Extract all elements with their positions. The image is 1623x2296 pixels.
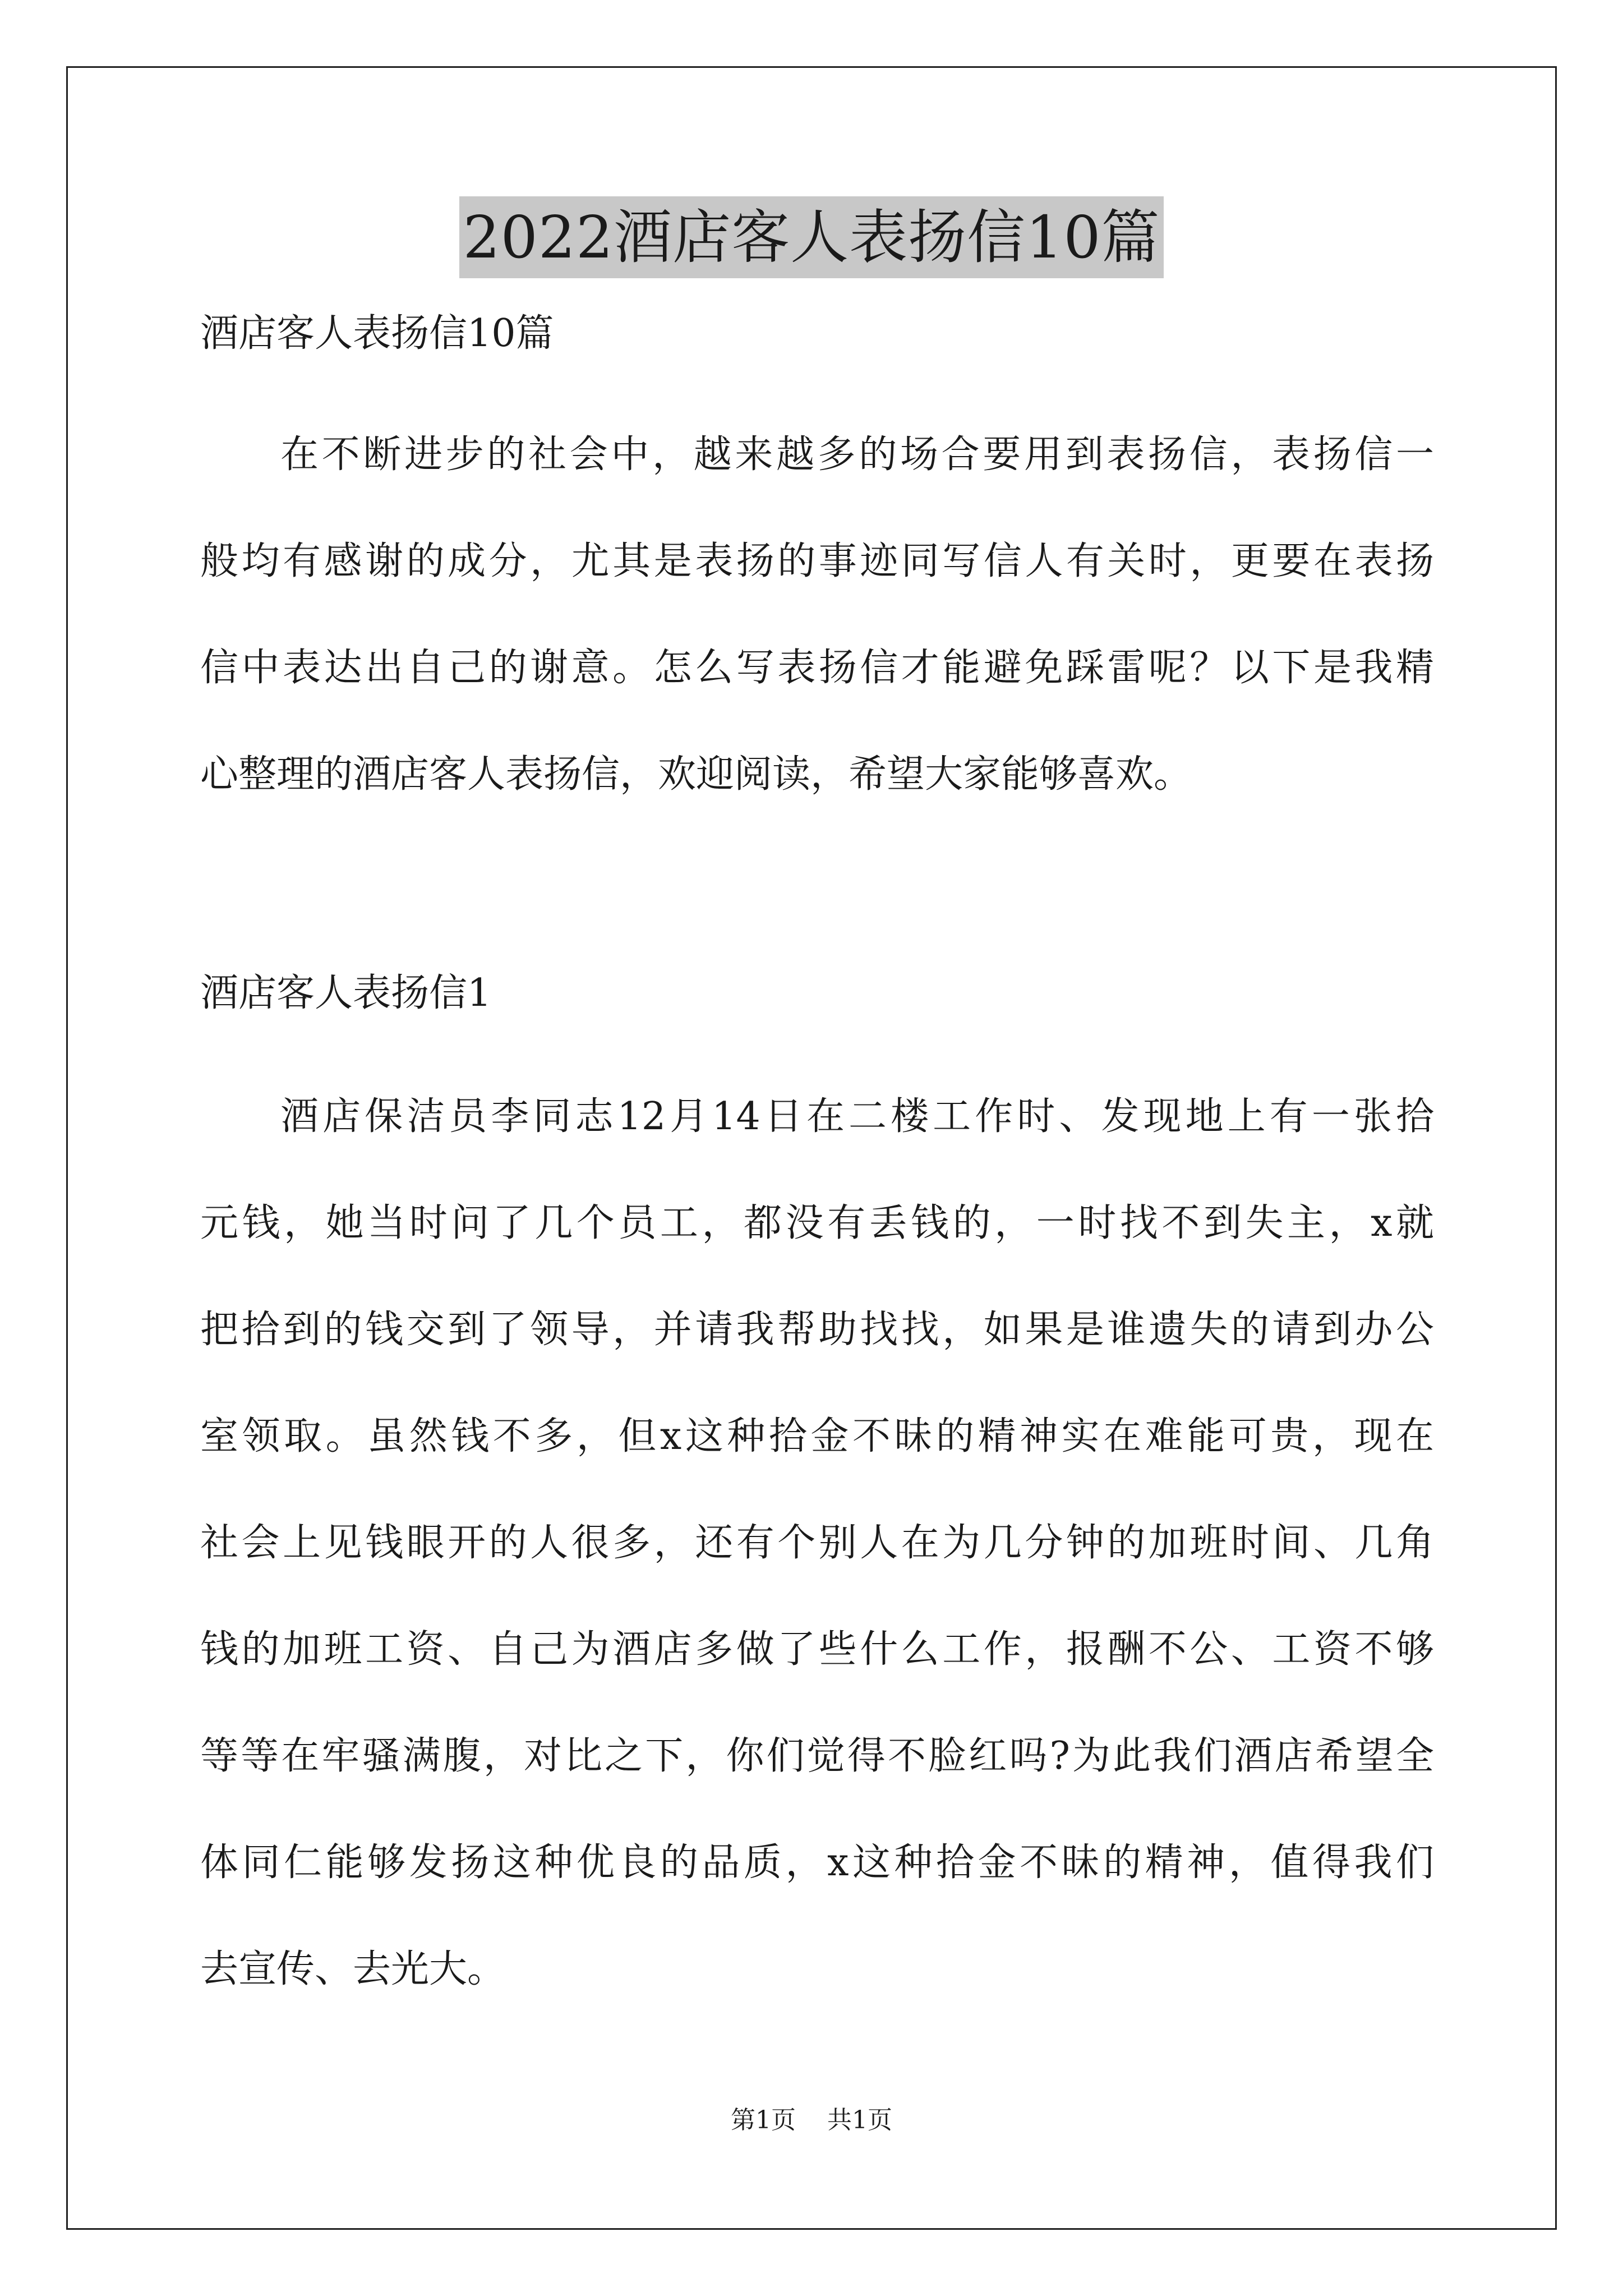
letter-paragraph xyxy=(200,1064,1434,2023)
document-title: 2022酒店客人表扬信10篇 xyxy=(459,196,1163,278)
document-body xyxy=(200,297,1434,2023)
document-subtitle: 酒店客人表扬信10篇 xyxy=(200,311,554,356)
section-heading: 酒店客人表扬信1 xyxy=(200,971,492,1015)
paragraph-line: 钱的加班工资、自己为酒店多做了些什么工作，报酬不公、工资不够 xyxy=(200,1627,1434,1672)
paragraph-line: 去宣传、去光大。 xyxy=(200,1947,506,1991)
paragraph-line: 心整理的酒店客人表扬信，欢迎阅读，希望大家能够喜欢。 xyxy=(200,752,1192,797)
title-container xyxy=(0,196,1623,278)
paragraph-line: 般均有感谢的成分，尤其是表扬的事迹同写信人有关时，更要在表扬 xyxy=(200,539,1434,583)
paragraph-line: 元钱，她当时问了几个员工，都没有丢钱的，一时找不到失主，x就 xyxy=(200,1201,1434,1245)
page-number: 第1页 xyxy=(731,2106,796,2134)
paragraph-line: 把拾到的钱交到了领导，并请我帮助找找，如果是谁遗失的请到办公 xyxy=(200,1308,1434,1352)
page-footer xyxy=(0,2104,1623,2137)
paragraph-line: 信中表达出自己的谢意。怎么写表扬信才能避免踩雷呢？以下是我精 xyxy=(200,646,1434,690)
paragraph-line: 室领取。虽然钱不多，但x这种拾金不昧的精神实在难能可贵，现在 xyxy=(200,1414,1434,1458)
paragraph-line: 等等在牢骚满腹，对比之下，你们觉得不脸红吗?为此我们酒店希望全 xyxy=(200,1734,1434,1778)
paragraph-line: 酒店保洁员李同志12月14日在二楼工作时、发现地上有一张拾 xyxy=(280,1094,1434,1139)
paragraph-line: 在不断进步的社会中，越来越多的场合要用到表扬信，表扬信一 xyxy=(280,432,1434,477)
intro-paragraph xyxy=(200,402,1434,828)
paragraph-line: 社会上见钱眼开的人很多，还有个别人在为几分钟的加班时间、几角 xyxy=(200,1521,1434,1565)
paragraph-line: 体同仁能够发扬这种优良的品质，x这种拾金不昧的精神，值得我们 xyxy=(200,1841,1434,1885)
page-total: 共1页 xyxy=(827,2106,892,2134)
